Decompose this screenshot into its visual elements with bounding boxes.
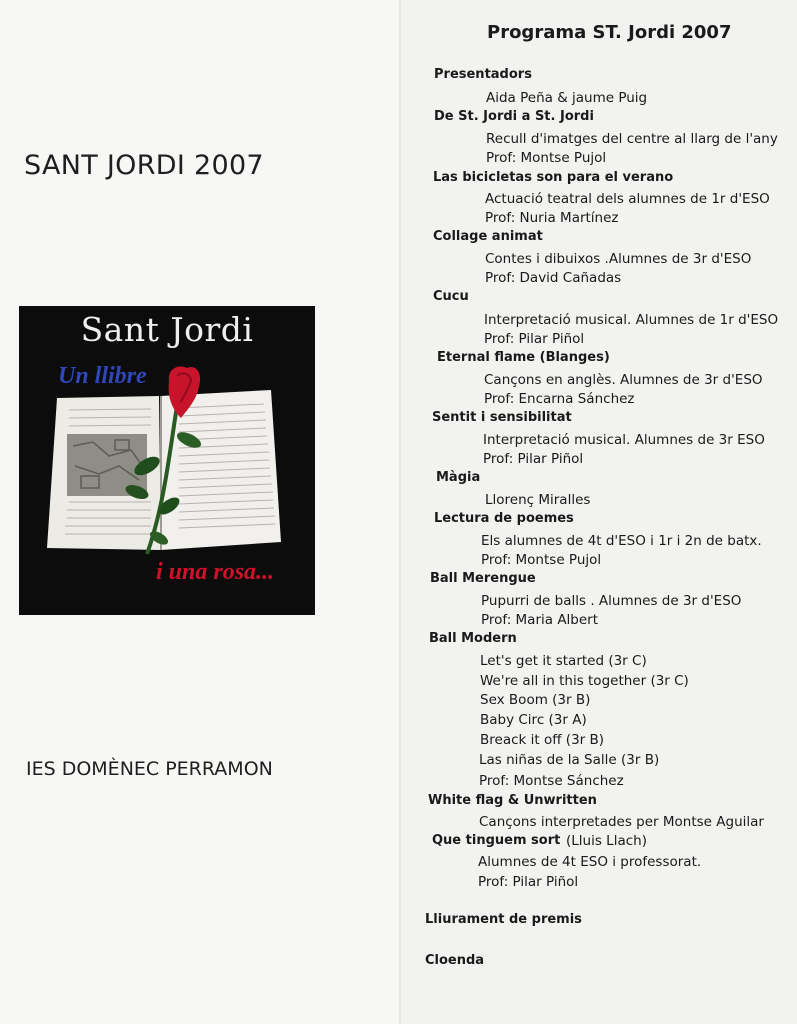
program-heading: Collage animat (433, 229, 543, 244)
program-line: Let's get it started (3r C) (480, 653, 647, 669)
program-line: Prof: Montse Sánchez (479, 773, 624, 789)
program-line: Prof: Encarna Sánchez (484, 391, 635, 407)
program-line: Prof: David Cañadas (485, 270, 622, 286)
program-heading: Sentit i sensibilitat (432, 410, 572, 425)
cover-title: Sant Jordi (80, 310, 254, 349)
program-heading: Màgia (436, 470, 481, 485)
program-line: Prof: Nuria Martínez (485, 210, 619, 226)
program-line: Interpretació musical. Alumnes de 3r ESO (483, 432, 765, 448)
program-heading: Presentadors (434, 67, 532, 82)
program-heading: Las bicicletas son para el verano (433, 170, 674, 185)
program-note: (Lluis Llach) (566, 833, 647, 849)
program-heading: Eternal flame (Blanges) (437, 350, 610, 365)
program-line: Breack it off (3r B) (480, 732, 605, 748)
program-heading: Lliurament de premis (425, 912, 582, 927)
program-line: Prof: Pilar Piñol (484, 331, 585, 347)
program-heading: White flag & Unwritten (428, 793, 597, 808)
program-line: Prof: Pilar Piñol (478, 874, 579, 890)
program-line: Las niñas de la Salle (3r B) (479, 752, 660, 768)
program-line: Prof: Maria Albert (481, 612, 599, 628)
program-heading: Ball Modern (429, 631, 517, 646)
program-line: Recull d'imatges del centre al llarg de l'any (486, 131, 778, 147)
program-line: Prof: Montse Pujol (486, 150, 607, 166)
program-line: Prof: Montse Pujol (481, 552, 602, 568)
program-heading: De St. Jordi a St. Jordi (434, 109, 594, 124)
event-title: SANT JORDI 2007 (24, 150, 264, 181)
program-line: We're all in this together (3r C) (480, 673, 689, 689)
program-line: Llorenç Miralles (485, 492, 591, 508)
program-line: Cançons en anglès. Alumnes de 3r d'ESO (484, 372, 763, 388)
program-heading: Cucu (433, 289, 469, 304)
program-heading: Ball Merengue (430, 571, 536, 586)
program-line: Pupurri de balls . Alumnes de 3r d'ESO (481, 593, 742, 609)
program-line: Els alumnes de 4t d'ESO i 1r i 2n de batx. (481, 533, 762, 549)
program-line: Contes i dibuixos .Alumnes de 3r d'ESO (485, 251, 752, 267)
program-line: Prof: Pilar Piñol (483, 451, 584, 467)
program-line: Sex Boom (3r B) (480, 692, 591, 708)
school-name: IES DOMÈNEC PERRAMON (26, 758, 273, 780)
program-line: Interpretació musical. Alumnes de 1r d'ESO (484, 312, 779, 328)
program-line: Alumnes de 4t ESO i professorat. (478, 854, 702, 870)
program-heading: Que tinguem sort (432, 833, 561, 848)
cover-subtitle-book: Un llibre (58, 363, 147, 389)
program-line: Baby Circ (3r A) (480, 712, 587, 728)
program-heading: Cloenda (425, 953, 485, 968)
cover-subtitle-rose: i una rosa... (156, 559, 275, 585)
program-line: Cançons interpretades per Montse Aguilar (479, 814, 764, 830)
program-heading: Lectura de poemes (434, 511, 574, 526)
program-title: Programa ST. Jordi 2007 (487, 22, 732, 43)
program-line: Aida Peña & jaume Puig (486, 90, 648, 106)
program-line: Actuació teatral dels alumnes de 1r d'ESO (485, 191, 770, 207)
